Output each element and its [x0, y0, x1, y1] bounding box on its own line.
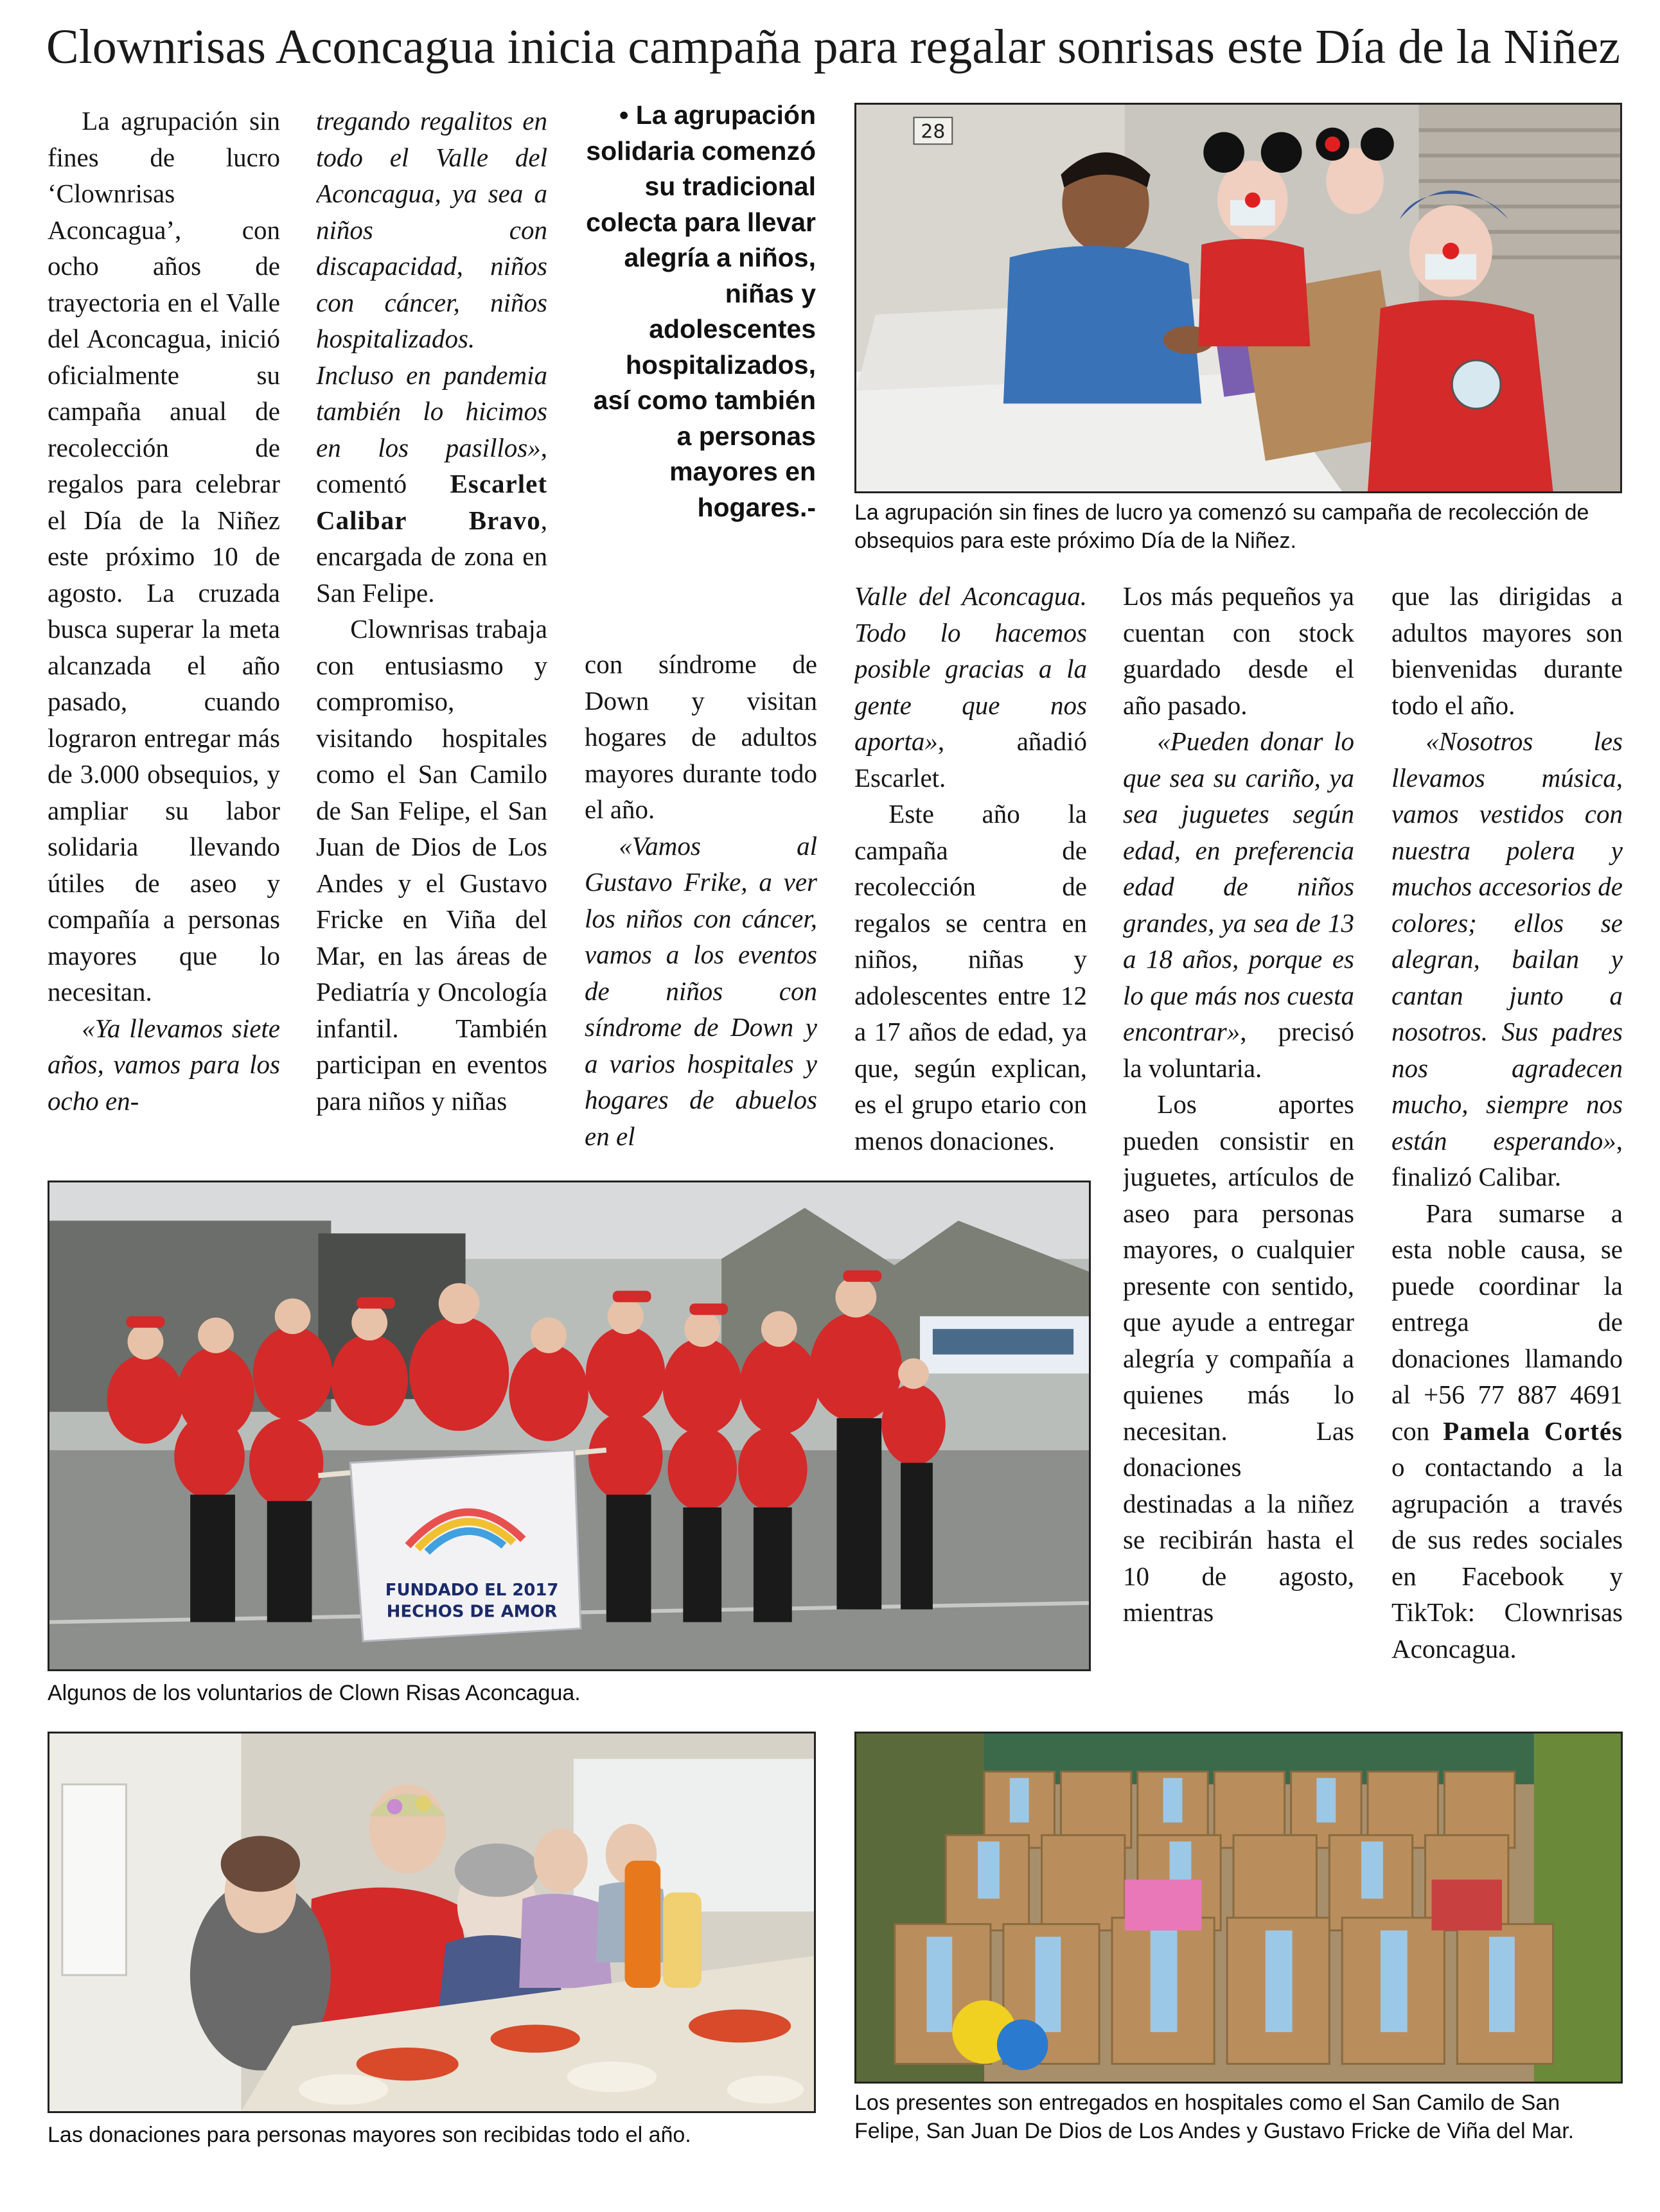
- paragraph: [1123, 723, 1354, 1086]
- photo-volunteers-group: [48, 1181, 1091, 1671]
- text-run: Para sumarse a esta noble causa, se puede coordinar la entrega de donaciones llamando al +56 77 887 4691 con: [1391, 1198, 1623, 1446]
- photo-gift-bags-image: [856, 1734, 1621, 2082]
- paragraph: La agrupación sin fines de lucro ‘Clownrisas Aconcagua’, con ocho años de trayectoria en el Valle del Aconcagua, inició oficialmente su campaña anual de recolección de regalos para celebrar el Día de la Niñez este próximo 10 de agosto. La cruzada busca superar la meta alcanzada el año pasado, cuando lograron entregar más de 3.000 obsequios, y ampliar su labor solidaria llevando útiles de aseo y compañía a personas mayores que lo necesitan.: [48, 106, 280, 1006]
- person-name: Escarlet Calibar Bravo: [316, 469, 547, 535]
- paragraph: [854, 578, 1087, 796]
- banner-text-line1: FUNDADO EL 2017: [385, 1580, 559, 1600]
- quote-text: «Ya llevamos siete años, vamos para los ocho en-: [48, 1013, 280, 1116]
- photo-hospital-visit: [854, 103, 1622, 493]
- article-column-3: [585, 646, 817, 1160]
- pull-quote: • La agrupación solidaria comenzó su tradicional colecta para llevar alegría a niños, niñas y adolescentes hospitalizados, así como también a personas mayores en hogares.-: [586, 100, 816, 522]
- quote-text: «Pueden donar lo que sea su cariño, ya sea juguetes según edad, en preferencia edad de niños grandes, ya sea de 13 a 18 años, porque es lo que más nos cuesta encontrar»: [1123, 726, 1354, 1046]
- text-run: , finalizó Calibar.: [1391, 1125, 1623, 1191]
- article-column-5: [1123, 578, 1354, 1721]
- caption-elderly: Las donaciones para personas mayores son recibidas todo el año.: [48, 2123, 691, 2147]
- text-run: , precisó la voluntaria.: [1123, 1017, 1354, 1083]
- paragraph: Clownrisas trabaja con entusiasmo y compromiso, visitando hospitales como el San Camilo de San Felipe, el San Juan de Dios de Los Andes y el Gustavo Fricke en Viña del Mar, en las áreas de Pediatría y Oncología infantil. También participan en eventos para niños y niñas: [316, 614, 547, 1116]
- text-run: , encargada de zona en San Felipe.: [316, 505, 547, 608]
- paragraph: [48, 1010, 280, 1119]
- headline: Clownrisas Aconcagua inicia campaña para regalar sonrisas este Día de la Niñez: [46, 20, 1620, 74]
- article-column-2: [316, 103, 547, 1156]
- photo-elderly-visit: [48, 1732, 816, 2113]
- photo-elderly-visit-image: [49, 1734, 814, 2111]
- room-number: 28: [921, 120, 946, 143]
- text-run: , comentó: [316, 432, 547, 498]
- paragraph: [585, 828, 817, 1155]
- article-column-4: [854, 578, 1087, 1156]
- paragraph: con síndrome de Down y visitan hogares de adultos mayores durante todo el año.: [585, 649, 817, 824]
- photo-volunteers-group-image: [49, 1182, 1089, 1669]
- caption-hospital: La agrupación sin fines de lucro ya comenzó su campaña de recolección de obsequios para este próximo Día de la Niñez.: [854, 500, 1589, 553]
- photo-gift-bags: [854, 1732, 1623, 2084]
- caption-volunteers: Algunos de los voluntarios de Clown Risas Aconcagua.: [48, 1681, 581, 1705]
- paragraph: [316, 103, 547, 611]
- article-column-1: [48, 103, 280, 1156]
- person-name: Pamela Cortés: [1443, 1416, 1623, 1446]
- paragraph: que las dirigidas a adultos mayores son bienvenidas durante todo el año.: [1391, 581, 1623, 720]
- paragraph: [1391, 1195, 1623, 1667]
- paragraph: Los más pequeños ya cuentan con stock guardado desde el año pasado.: [1123, 581, 1354, 720]
- text-run: , añadió Escarlet.: [854, 726, 1087, 793]
- article-column-6: [1391, 578, 1623, 1721]
- quote-text: Valle del Aconcagua. Todo lo hacemos posible gracias a la gente que nos aporta»: [854, 581, 1087, 756]
- quote-text: «Nosotros les llevamos música, vamos vestidos con nuestra polera y muchos accesorios de colores; ellos se alegran, bailan y cantan junto a nosotros. Sus padres nos agradecen mucho, siempre nos están esperando»: [1391, 726, 1623, 1155]
- paragraph: [1391, 723, 1623, 1195]
- text-run: o contactando a la agrupación a través de sus redes sociales en Facebook y TikTok: Clownrisas Aconcagua.: [1391, 1452, 1623, 1663]
- caption-gifts: Los presentes son entregados en hospitales como el San Camilo de San Felipe, San Juan De Dios de Los Andes y Gustavo Fricke de Viña del Mar.: [854, 2091, 1575, 2143]
- banner-text-line2: HECHOS DE AMOR: [386, 1602, 558, 1622]
- quote-text: «Vamos al Gustavo Frike, a ver los niños con cáncer, vamos a los eventos de niños con síndrome de Down y a varios hospitales y hogares de abuelos en el: [585, 830, 817, 1151]
- paragraph: Este año la campaña de recolección de regalos se centra en niños, niñas y adolescentes entre 12 a 17 años de edad, ya que, según explican, es el grupo etario con menos donaciones.: [854, 799, 1087, 1155]
- quote-text: tregando regalitos en todo el Valle del Aconcagua, ya sea a niños con discapacidad, niños con cáncer, niños hospitalizados. Incluso en pandemia también lo hicimos en los pasillos»: [316, 106, 547, 462]
- photo-hospital-visit-image: [856, 105, 1620, 491]
- paragraph: Los aportes pueden consistir en juguetes, artículos de aseo para personas mayores, o cualquier presente con sentido, que ayude a entregar alegría y compañía a quienes más lo necesitan. Las donaciones destinadas a la niñez se recibirán hasta el 10 de agosto, mientras: [1123, 1089, 1354, 1627]
